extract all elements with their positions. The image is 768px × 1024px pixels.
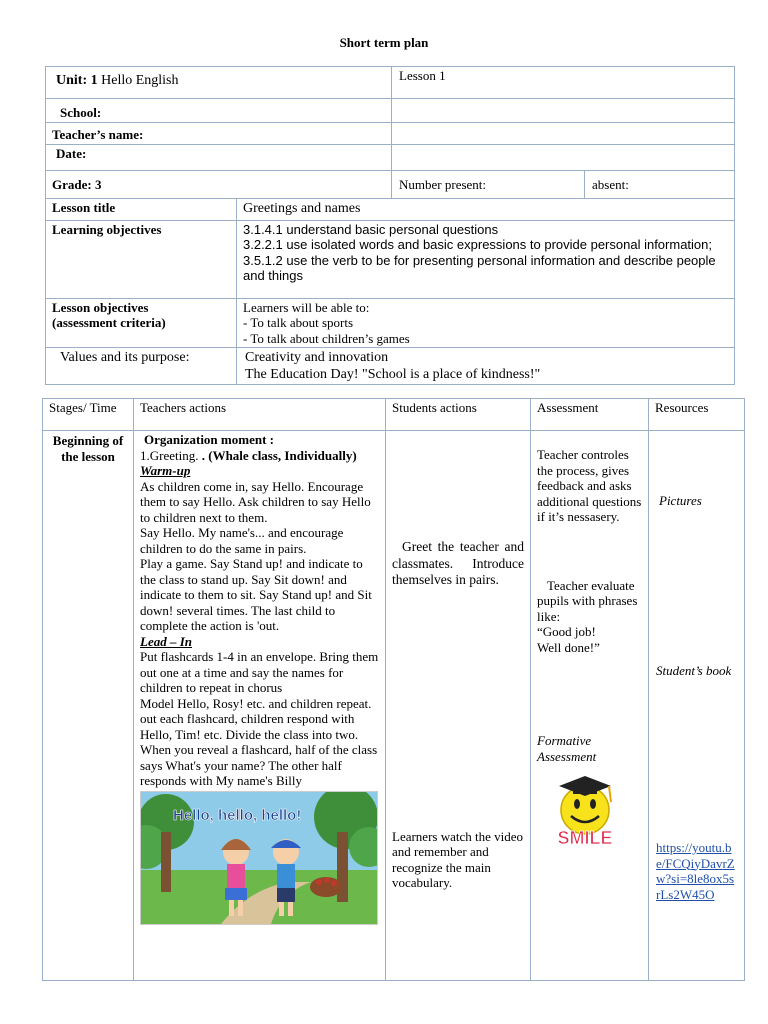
leadin-text: Model Hello, Rosy! etc. and children repeat.: [140, 695, 372, 711]
learning-objectives-label: Learning objectives: [46, 220, 237, 298]
value-line: The Education Day! "School is a place of kindness!": [245, 367, 541, 382]
assessment-cell: [531, 431, 649, 981]
lesson-number: Lesson 1: [392, 67, 735, 99]
hello-cartoon-image: [141, 792, 377, 924]
students-watch: Learners watch the video and remember and recognize the main vocabulary.: [392, 828, 524, 890]
header-resources: Resources: [649, 399, 745, 431]
unit-label: Unit: 1: [56, 73, 98, 88]
stage-name: Beginning of the lesson: [43, 431, 134, 981]
header-students: Students actions: [386, 399, 531, 431]
unit-cell: [46, 67, 392, 99]
warmup-text: Say Hello. My name's... and encourage children to do the same in pairs.: [140, 525, 344, 556]
video-link[interactable]: https://youtu.be/FCQiyDavrZw?si=8le8ox5srLs2W45O: [656, 840, 735, 902]
learning-objectives: [237, 220, 735, 298]
lesson-info-table: [45, 66, 735, 385]
leadin-text: out each flashcard, children respond with Hello, Tim! etc. Divide the class into two. When you reveal a flashcard, half of the class says What's your name? The other half responds with My name's Billy: [140, 711, 378, 788]
assessment-text: “Good job!: [537, 624, 596, 639]
smile-emoji-icon: [539, 772, 631, 850]
teacher-value: [392, 122, 735, 144]
greeting-line: [140, 448, 379, 464]
leadin-heading: Lead – In: [140, 633, 192, 649]
lesson-objectives-label-line: Lesson objectives: [52, 299, 149, 315]
school-value: [392, 99, 735, 123]
teacher-field: [46, 122, 392, 144]
number-present: Number present:: [392, 170, 585, 198]
objective-item: 3.2.2.1 use isolated words and basic expressions to provide personal information;: [243, 237, 712, 252]
resources-cell: [649, 431, 745, 981]
hello-picture: [140, 791, 378, 925]
values-label: Values and its purpose:: [46, 348, 237, 385]
formative-assessment: Formative Assessment: [537, 733, 597, 764]
lesson-objectives-label: [46, 298, 237, 348]
warmup-heading: Warm-up: [140, 463, 191, 478]
lesson-title-label: Lesson title: [46, 198, 237, 220]
lesson-objectives: [237, 298, 735, 348]
grade-field: Grade: 3: [46, 170, 392, 198]
assessment-text: Teacher controles the process, gives feedback and asks additional questions if it’s nessasery.: [537, 447, 642, 524]
smile-badge: [539, 772, 631, 850]
leadin-text: Put flashcards 1-4 in an envelope. Bring them out one at a time and say the names for children to repeat in chorus: [140, 649, 379, 695]
objective-item: 3.5.1.2 use the verb to be for presenting personal information and describe people and things: [243, 252, 716, 283]
assessment-text: Well done!”: [537, 639, 600, 655]
resource-pictures: Pictures: [659, 493, 702, 508]
stages-table: [42, 398, 745, 981]
teacher-actions: [134, 431, 386, 981]
lesson-title: Greetings and names: [237, 198, 735, 220]
date-field: Date:: [46, 144, 392, 170]
assessment-text: Teacher evaluate pupils with phrases like:: [537, 577, 638, 624]
values: [237, 348, 735, 385]
students-greet: Greet the teacher and classmates. Introduce themselves in pairs.: [392, 539, 524, 587]
unit-name: Hello English: [101, 73, 179, 88]
lesson-objectives-label-line: (assessment criteria): [52, 315, 166, 330]
warmup-text: Play a game. Say Stand up! and indicate to the class to stand up. Say Sit down! and indicate to them to sit. Say Stand up! and Sit down! several times. The last child to complete the action is 'out.: [140, 556, 372, 633]
warmup-text: As children come in, say Hello. Encourage them to say Hello. Ask children to say Hello to children next to them.: [140, 478, 371, 525]
greeting-b: . (Whale class, Individually): [201, 447, 357, 463]
org-moment: Organization moment :: [144, 432, 274, 447]
school-field: School:: [46, 99, 392, 123]
value-line: Creativity and innovation: [245, 350, 389, 365]
header-teacher: Teachers actions: [134, 399, 386, 431]
header-assessment: Assessment: [531, 399, 649, 431]
page-title: Short term plan: [339, 35, 429, 50]
greeting-a: 1.Greeting.: [140, 447, 202, 463]
smile-text: SMILE: [557, 828, 613, 848]
lesson-objective-line: Learners will be able to:: [243, 299, 370, 315]
picture-caption: Hello, hello, hello!: [173, 806, 302, 824]
resource-students-book: Student’s book: [656, 662, 732, 678]
teacher-label: Teacher’s name:: [52, 127, 144, 142]
objective-item: 3.1.4.1 understand basic personal questions: [243, 221, 499, 237]
date-value: [392, 144, 735, 170]
absent: absent:: [585, 170, 735, 198]
students-actions: [386, 431, 531, 981]
header-stages: Stages/ Time: [43, 399, 134, 431]
lesson-objective-line: - To talk about sports: [243, 315, 354, 330]
lesson-objective-line: - To talk about children’s games: [243, 330, 410, 346]
